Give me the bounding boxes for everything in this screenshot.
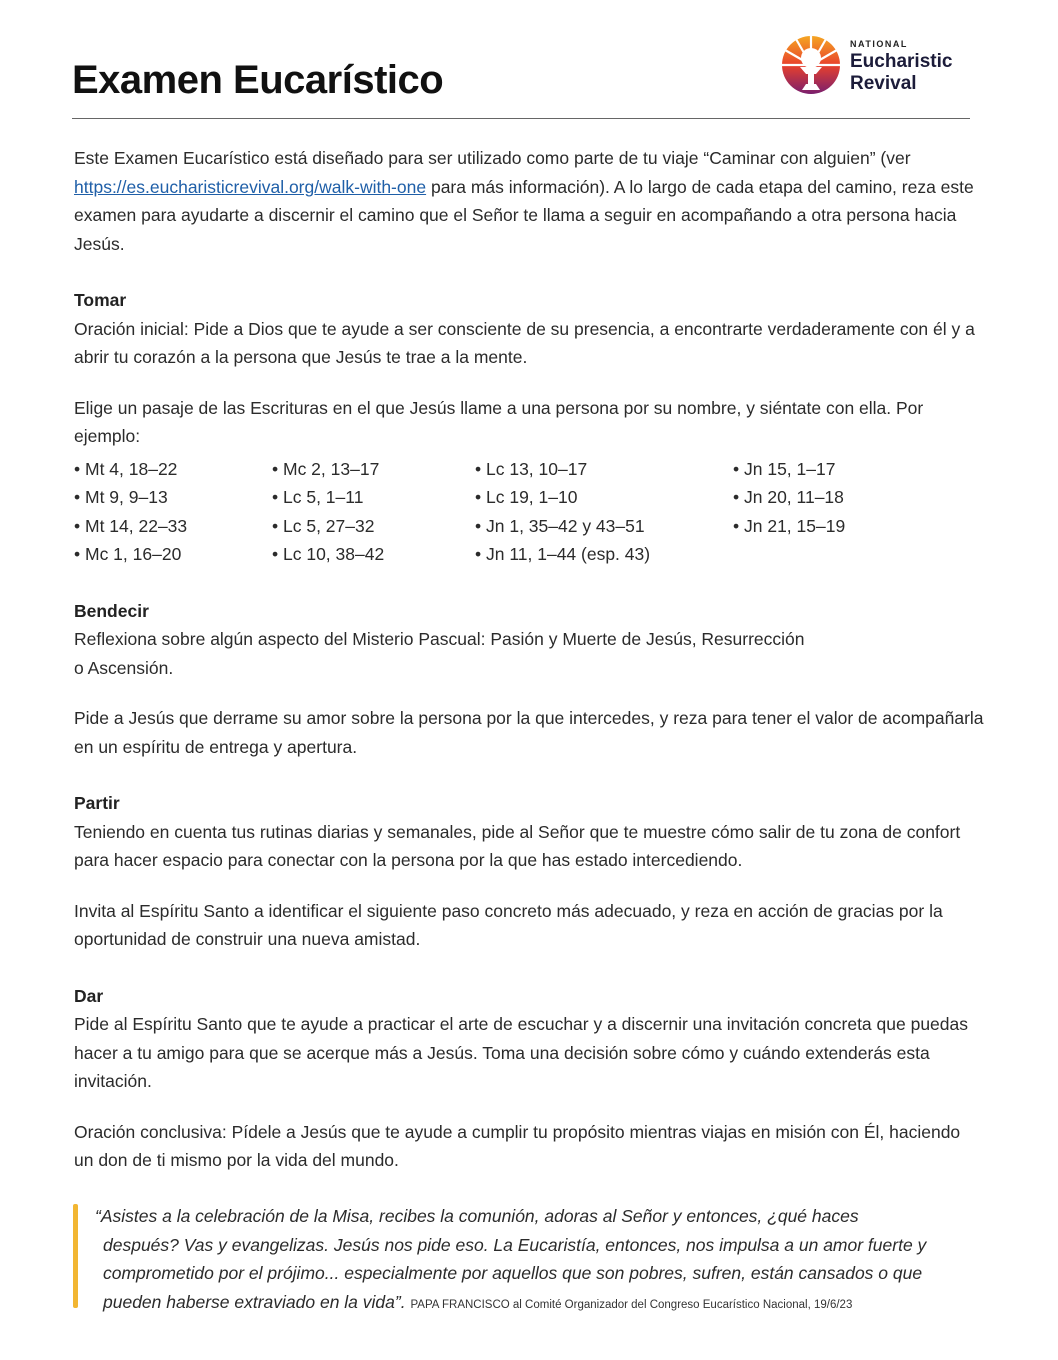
dar-invitation: Pide al Espíritu Santo que te ayude a practicar el arte de escuchar y a discernir una invitación concreta que puedas hacer a tu amigo para que se acerque más a Jesús. Toma una decisión sobre cómo y cuándo extenderás esta invitación. (74, 1014, 969, 1091)
walk-with-one-link[interactable]: https://es.eucharisticrevival.org/walk-with-one (74, 176, 427, 197)
passage-item: • Jn 21, 15–19 (733, 515, 846, 536)
intro-text-end: para más información). A lo largo de cada etapa del camino, reza este examen para ayudarte a discernir el camino que el Señor te llama a seguir en acompañando a otra persona hacia Jesús. (74, 176, 974, 254)
section-heading-bendecir: Bendecir (74, 600, 149, 621)
passage-item: • Mt 9, 9–13 (74, 487, 168, 507)
passage-item: • Lc 19, 1–10 (475, 487, 578, 507)
sunburst-icon (780, 34, 842, 96)
partir-routines: Teniendo en cuenta tus rutinas diarias y semanales, pide al Señor que te muestre cómo salir de tu zona de confort para hacer espacio para conectar con la persona por la que has estado intercediendo. (74, 821, 961, 870)
scripture-passages-list (74, 455, 984, 569)
passage-item: • Jn 15, 1–17 (733, 458, 836, 479)
quote-line-1: “Asistes a la celebración de la Misa, recibes la comunión, adoras al Señor y entonces, ¿qué haces (95, 1206, 859, 1226)
logo-revival-text: Revival (850, 73, 917, 94)
section-heading-dar: Dar (74, 985, 104, 1006)
passage-item: • Lc 5, 27–32 (272, 515, 375, 536)
intro-text-start: Este Examen Eucarístico está diseñado para ser utilizado como parte de tu viaje “Caminar con alguien” (ver (74, 148, 911, 168)
dar-closing-prayer: Oración conclusiva: Pídele a Jesús que te ayude a cumplir tu propósito mientras viajas en misión con Él, haciendo un don de ti mismo por la vida del mundo. (74, 1121, 961, 1170)
passage-item: • Jn 1, 35–42 y 43–51 (475, 515, 645, 536)
passage-item: • Mt 4, 18–22 (74, 458, 178, 479)
page-title: Examen Eucarístico (72, 58, 444, 102)
section-heading-tomar: Tomar (74, 290, 127, 310)
passage-item: • Lc 13, 10–17 (475, 458, 588, 479)
header-divider (72, 118, 970, 119)
tomar-scripture-instruction: Elige un pasaje de las Escrituras en el que Jesús llame a una persona por su nombre, y siéntate con ella. Por ejemplo: (74, 397, 924, 446)
section-heading-partir: Partir (74, 793, 120, 813)
passages-column-1 (74, 455, 272, 569)
passage-item: • Jn 20, 11–18 (733, 487, 844, 507)
passage-item: • Mt 14, 22–33 (74, 515, 188, 536)
partir-holy-spirit: Invita al Espíritu Santo a identificar el siguiente paso concreto más adecuado, y reza en acción de gracias por la oportunidad de construir una nueva amistad. (74, 900, 943, 949)
passages-column-2 (272, 455, 475, 569)
quote-line-3: comprometido por el prójimo... especialmente por aquellos que son pobres, sufren, están cansados o que (103, 1263, 923, 1283)
passage-item: • Lc 5, 1–11 (272, 487, 364, 507)
logo-national-text: NATIONAL (850, 39, 908, 49)
main-content (74, 144, 984, 1175)
quote-line-4-text: pueden haberse extraviado en la vida”. (103, 1291, 406, 1312)
quote-line-4 (95, 1288, 1010, 1320)
bendecir-reflection-line2: o Ascensión. (74, 657, 174, 678)
bendecir-reflection-line1: Reflexiona sobre algún aspecto del Misterio Pascual: Pasión y Muerte de Jesús, Resurrección (74, 629, 805, 649)
passage-item: • Lc 10, 38–42 (272, 544, 385, 564)
passages-column-3 (475, 455, 733, 569)
quote-accent-bar (73, 1204, 78, 1308)
logo-eucharistic-text: Eucharistic (850, 51, 953, 72)
pope-francis-quote (73, 1202, 1013, 1314)
passage-item: • Mc 1, 16–20 (74, 544, 182, 564)
passage-item: • Mc 2, 13–17 (272, 458, 380, 479)
quote-text (95, 1202, 1010, 1319)
bendecir-intercession: Pide a Jesús que derrame su amor sobre la persona por la que intercedes, y reza para tener el valor de acompañarla en un espíritu de entrega y apertura. (74, 708, 984, 757)
quote-attribution: PAPA FRANCISCO al Comité Organizador del Congreso Eucarístico Nacional, 19/6/23 (410, 1298, 853, 1311)
quote-line-2: después? Vas y evangelizas. Jesús nos pide eso. La Eucaristía, entonces, nos impulsa a un amor fuerte y (103, 1234, 927, 1255)
passage-item: • Jn 11, 1–44 (esp. 43) (475, 544, 651, 564)
bendecir-reflection (74, 625, 984, 682)
passages-column-4 (733, 455, 933, 569)
eucharistic-revival-logo (780, 34, 980, 98)
tomar-opening-prayer: Oración inicial: Pide a Dios que te ayude a ser consciente de su presencia, a encontrarte verdaderamente con él y a abrir tu corazón a la persona que Jesús te trae a la mente. (74, 318, 975, 367)
intro-paragraph (74, 144, 984, 258)
